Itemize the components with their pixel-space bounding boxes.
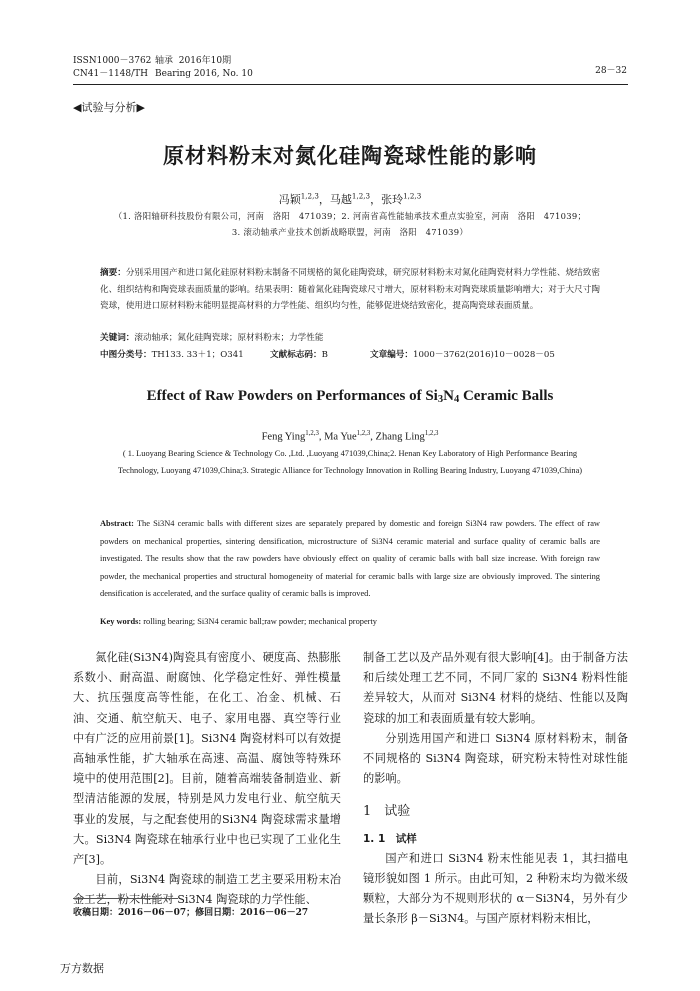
title-en: Effect of Raw Powders on Performances of $Si_3N_4$ Ceramic Balls (146, 388, 554, 406)
body-column-right (363, 648, 628, 929)
issn: ISSN1000－3762 (73, 56, 152, 66)
page-range: 28－32 (595, 66, 627, 76)
footnote-rule (73, 898, 178, 899)
doc-code-label: 文献标志码： (270, 350, 322, 360)
body-paragraph: 氮化硅(Si3N4)陶瓷具有密度小、硬度高、热膨胀系数小、耐高温、耐腐蚀、化学稳定性好、弹性模量大、抗压强度高等性能，在化工、冶金、机械、石油、交通、航空航天、电子、家用电器、真空等行业中有广泛的应用前景[1]。Si3N4 陶瓷材料可以有效提高轴承性能，扩大轴承在高速、高温、腐蚀等特殊环境中的使用范围[2]。目前，随着高端装备制造业、新型清洁能源的发展，特别是风力发电行业、航空航天事业的发展，与之配套使用的Si3N4 陶瓷球需求量增大。Si3N4 陶瓷球在轴承行业中也已实现了工业化生产[3]。 (73, 651, 341, 867)
received-dates: 收稿日期：2016－06－07；修回日期：2016－06－27 (73, 908, 309, 918)
keywords-en-label: Key words: (100, 617, 142, 626)
affiliations-en: ( 1. Luoyang Bearing Science & Technology Co. ,Ltd. ,Luoyang 471039,China;2. Henan Key Laboratory of High Performance Bearing Technology, Luoyang 471039,China;3. Strategic Alliance for Technology Innovation in Rolling Bearing Industry, Luoyang 471039,China) (117, 449, 583, 475)
body-paragraph: 分别选用国产和进口 Si3N4 原材料粉末，制备不同规格的 Si3N4 陶瓷球，研究粉末特性对球性能的影响。 (363, 731, 628, 786)
abstract-cn-text: 分别采用国产和进口氮化硅原材料粉末制备不同规格的氮化硅陶瓷球，研究原材料粉末对氮化硅陶瓷材料力学性能、烧结致密化、组织结构和陶瓷球表面质量的影响。结果表明：随着氮化硅陶瓷球尺寸增大，原材料粉末对陶瓷球质量影响增大；对于大尺寸陶瓷球，使用进口原材料粉末能明显提高材料的力学性能、组织均匀性，能够促进烧结致密化，提高陶瓷球表面质量。 (100, 268, 600, 311)
authors-cn: 冯颖$^{1,2,3}$，马越$^{1,2,3}$，张玲$^{1,2,3}$ (278, 191, 422, 206)
article-no-label: 文章编号： (370, 350, 413, 360)
abstract-en-label: Abstract: (100, 519, 134, 528)
journal-name-en: Bearing 2016, No. 10 (155, 69, 253, 79)
keywords-cn (100, 330, 600, 346)
title-cn: 原材料粉末对氮化硅陶瓷球性能的影响 (163, 143, 537, 168)
doc-code-value: B (321, 350, 328, 360)
section-tag: ◀试验与分析▶ (73, 101, 145, 114)
keywords-cn-text: 滚动轴承；氮化硅陶瓷球；原材料粉末；力学性能 (134, 333, 324, 343)
journal-header (73, 55, 253, 81)
body-paragraph: 国产和进口 Si3N4 粉末性能见表 1，其扫描电镜形貌如图 1 所示。由此可知，2 种粉末均为微米级颗粒，大部分为不规则形状的 α－Si3N4，另外有少量长条形 β－Si3N4。与国产原材料粉末相比， (363, 851, 628, 926)
abstract-cn-label: 摘要： (100, 268, 126, 278)
body-paragraph: 制备工艺以及产品外观有很大影响[4]。由于制备方法和后续处理工艺不同，不同厂家的 Si3N4 粉料性能差异较大，从而对 Si3N4 材料的烧结、性能以及陶瓷球的加工和表面质量有较大影响。 (363, 651, 628, 725)
header-rule (73, 84, 628, 85)
keywords-en (100, 614, 600, 630)
journal-name-cn: 轴承 (155, 56, 174, 66)
issue-date-cn: 2016年10期 (178, 56, 232, 66)
clc-value: TH133. 33＋1；O341 (151, 350, 244, 360)
cn-number: CN41－1148/TH (73, 69, 149, 79)
section-heading: 1 试验 (363, 804, 411, 820)
keywords-en-text: rolling bearing; Si3N4 ceramic ball;raw powder; mechanical property (143, 617, 377, 626)
abstract-cn (100, 265, 600, 315)
classification-row (100, 347, 600, 363)
affiliations-cn: （1. 洛阳轴研科技股份有限公司，河南 洛阳 471039；2. 河南省高性能轴承技术重点实验室，河南 洛阳 471039；3. 滚动轴承产业技术创新战略联盟，河南 洛阳 471039） (113, 211, 587, 237)
body-paragraph: 目前，Si3N4 陶瓷球的制造工艺主要采用粉末冶金工艺，粉末性能对 Si3N4 陶瓷球的力学性能、 (73, 873, 341, 907)
keywords-cn-label: 关键词： (100, 333, 135, 343)
clc-label: 中图分类号： (100, 350, 152, 360)
subsection-heading: 1. 1 试样 (363, 832, 417, 845)
article-no-value: 1000－3762(2016)10－0028－05 (412, 350, 555, 360)
watermark: 万方数据 (60, 962, 104, 975)
body-column-left (73, 648, 341, 911)
authors-en: Feng Ying$^{1,2,3}$, Ma Yue$^{1,2,3}$, Zhang Ling$^{1,2,3}$ (261, 430, 439, 443)
abstract-en-text: The Si3N4 ceramic balls with different sizes are separately prepared by domestic and foreign Si3N4 raw powders. The effect of raw powders on mechanical properties, sintering densification, microstructure of Si3N4 ceramic material and surface quality of ceramic balls are investigated. The results show that the raw powders have obviously effect on quality of ceramic balls with ball size increase. With foreign raw powder, the mechanical properties and structural homogeneity of material for ceramic balls with large size are obviously improved. The sintering densification is accelerated, and the surface quality of ceramic balls is improved. (100, 519, 600, 598)
abstract-en (100, 515, 600, 603)
